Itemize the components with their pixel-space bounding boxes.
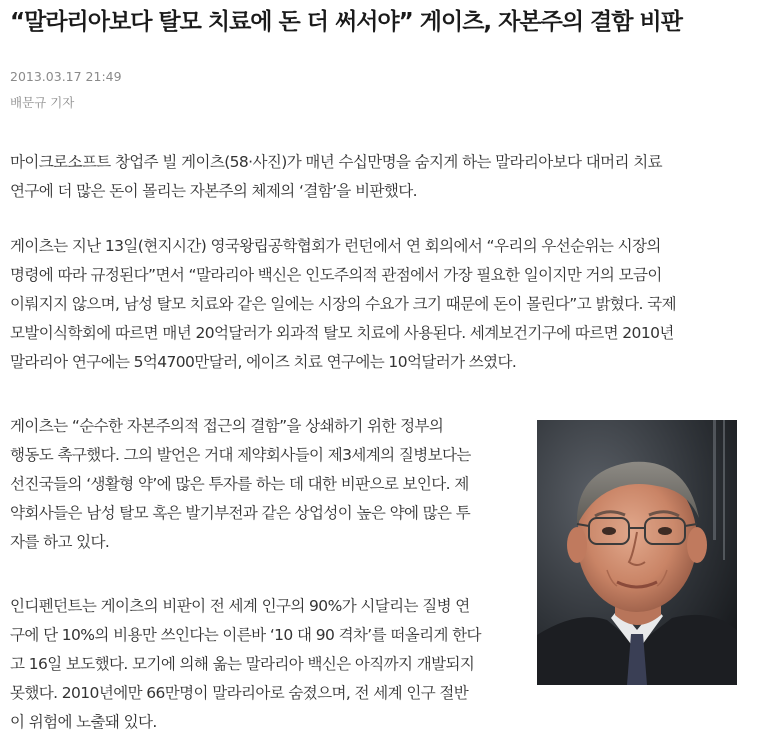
- paragraph-line: 게이츠는 “순수한 자본주의적 접근의 결함”을 상쇄하기 위한 정부의: [10, 417, 444, 435]
- article-date: 2013.03.17 21:49: [10, 69, 122, 84]
- paragraph-line: 게이츠는 지난 13일(현지시간) 영국왕립공학협회가 런던에서 연 회의에서 “우리의 우선순위는 시장의: [10, 237, 661, 255]
- paragraph-line: 말라리아 연구에는 5억4700만달러, 에이즈 치료 연구에는 10억달러가 쓰였다.: [10, 353, 517, 371]
- paragraph-line: 연구에 더 많은 돈이 몰리는 자본주의 체제의 ‘결함’을 비판했다.: [10, 182, 417, 200]
- paragraph-line: 인디펜던트는 게이츠의 비판이 전 세계 인구의 90%가 시달리는 질병 연: [10, 597, 470, 615]
- paragraph-1: [10, 148, 745, 206]
- paragraph-line: 행동도 촉구했다. 그의 발언은 거대 제약회사들이 제3세계의 질병보다는: [10, 446, 471, 464]
- paragraph-line: 선진국들의 ‘생활형 약’에 많은 투자를 하는 데 대한 비판으로 보인다. 제: [10, 475, 469, 493]
- paragraph-line: 고 16일 보도했다. 모기에 의해 옮는 말라리아 백신은 아직까지 개발되지: [10, 655, 475, 673]
- reporter-byline[interactable]: 배문규 기자: [10, 95, 75, 110]
- paragraph-line: 마이크로소프트 창업주 빌 게이츠(58·사진)가 매년 수십만명을 숨지게 하는 말라리아보다 대머리 치료: [10, 153, 662, 171]
- paragraph-line: 약회사들은 남성 탈모 혹은 발기부전과 같은 상업성이 높은 약에 많은 투: [10, 504, 471, 522]
- paragraph-line: 자를 하고 있다.: [10, 533, 110, 551]
- paragraph-line: 모발이식학회에 따르면 매년 20억달러가 외과적 탈모 치료에 사용된다. 세계보건기구에 따르면 2010년: [10, 324, 674, 342]
- paragraph-line: 못했다. 2010년에만 66만명이 말라리아로 숨졌으며, 전 세계 인구 절반: [10, 684, 469, 702]
- portrait-photo[interactable]: [537, 420, 737, 685]
- paragraph-3: [10, 412, 520, 557]
- paragraph-line: 이 위험에 노출돼 있다.: [10, 713, 157, 731]
- paragraph-line: 명령에 따라 규정된다”면서 “말라리아 백신은 인도주의적 관점에서 가장 필요한 일이지만 거의 모금이: [10, 266, 662, 284]
- portrait-image: [537, 420, 737, 685]
- paragraph-line: 이뤄지지 않으며, 남성 탈모 치료와 같은 일에는 시장의 수요가 크기 때문에 돈이 몰린다”고 밝혔다. 국제: [10, 295, 676, 313]
- paragraph-2: [10, 232, 745, 377]
- headline: “말라리아보다 탈모 치료에 돈 더 써서야” 게이츠, 자본주의 결함 비판: [10, 9, 682, 35]
- paragraph-line: 구에 단 10%의 비용만 쓰인다는 이른바 ‘10 대 90 격차’를 떠올리게 한다: [10, 626, 481, 644]
- paragraph-4: [10, 592, 520, 737]
